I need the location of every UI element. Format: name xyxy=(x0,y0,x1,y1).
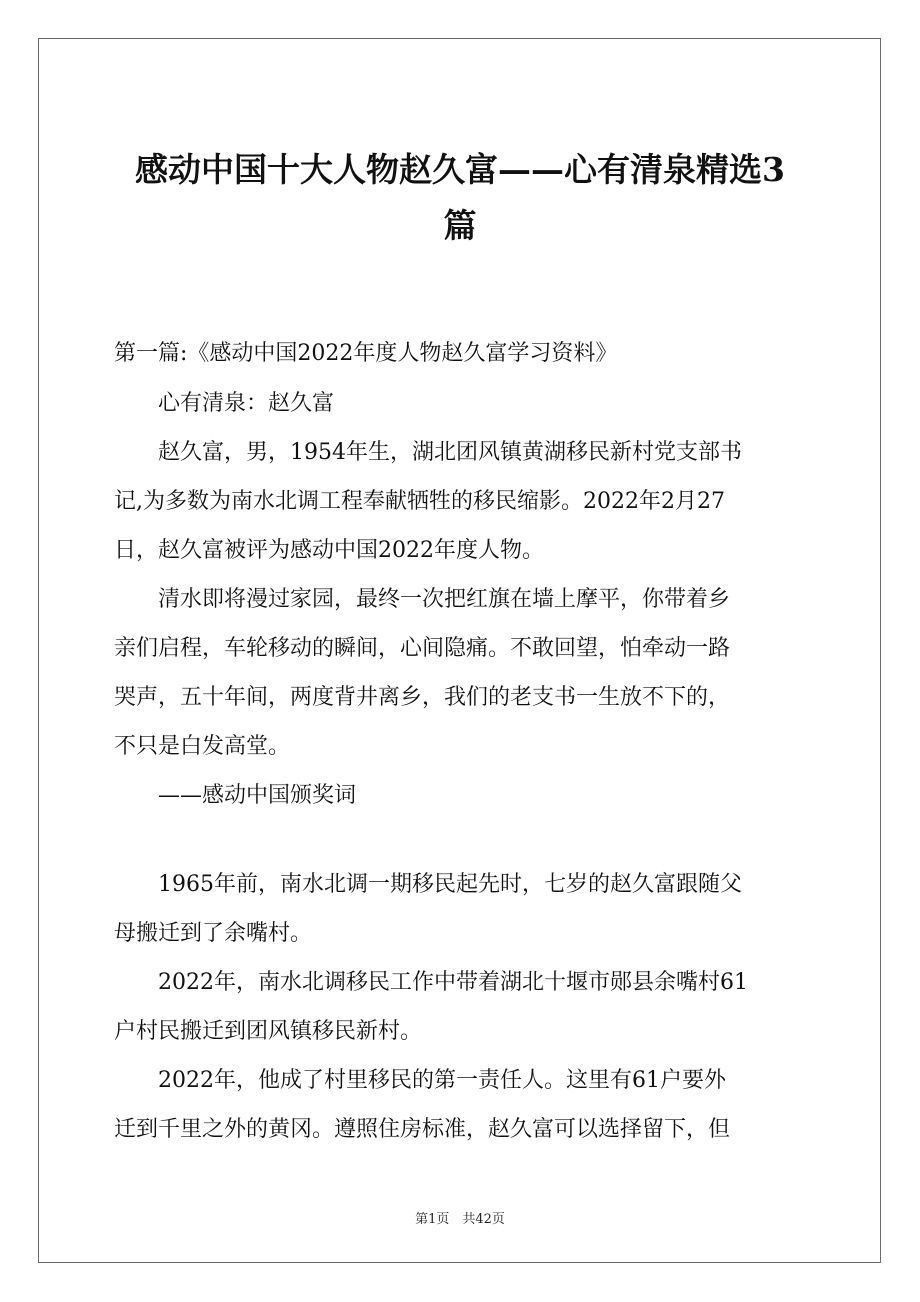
paragraph-line: 心有清泉：赵久富 xyxy=(158,391,335,416)
paragraph-line: 日，赵久富被评为感动中国2022年度人物。 xyxy=(114,538,544,563)
title-line-1: 感动中国十大人物赵久富——心有清泉精选3 xyxy=(135,150,785,189)
paragraph-line: 母搬迁到了余嘴村。 xyxy=(114,921,313,946)
paragraph-line: 亲们启程，车轮移动的瞬间，心间隐痛。不敢回望，怕牵动一路 xyxy=(114,636,731,661)
section-heading: 第一篇:《感动中国2022年度人物赵久富学习资料》 xyxy=(114,341,618,366)
paragraph-line: 2022年，南水北调移民工作中带着湖北十堰市郧县余嘴村61 xyxy=(158,970,748,995)
document-title xyxy=(100,142,820,254)
paragraph-2022-relocation xyxy=(114,958,814,1056)
paragraph-line: 1965年前，南水北调一期移民起先时，七岁的赵久富跟随父 xyxy=(158,872,742,897)
paragraph-line: 哭声，五十年间，两度背井离乡，我们的老支书一生放不下的， xyxy=(114,685,731,710)
paragraph-line: 记,为多数为南水北调工程奉献牺牲的移民缩影。2022年2月27 xyxy=(114,489,725,514)
paragraph-line: 不只是白发高堂。 xyxy=(114,734,291,759)
paragraph-line: 户村民搬迁到团风镇移民新村。 xyxy=(114,1019,423,1044)
paragraph-award-citation xyxy=(114,575,814,771)
paragraph-2022-responsibility xyxy=(114,1056,814,1154)
page-footer: 第1页 共42页 xyxy=(415,1212,505,1227)
paragraph-citation-source xyxy=(114,771,814,820)
paragraph-1965 xyxy=(114,860,814,958)
paragraph-line: 2022年，他成了村里移民的第一责任人。这里有61户要外 xyxy=(158,1068,726,1093)
paragraph-bio xyxy=(114,428,814,575)
paragraph-line: 迁到千里之外的黄冈。遵照住房标准，赵久富可以选择留下，但 xyxy=(114,1117,731,1142)
paragraph-subtitle xyxy=(114,379,814,428)
title-line-2: 篇 xyxy=(443,206,477,245)
paragraph-line: 清水即将漫过家园，最终一次把红旗在墙上摩平，你带着乡 xyxy=(158,587,731,612)
paragraph-line: ——感动中国颁奖词 xyxy=(158,783,357,808)
paragraph-line: 赵久富，男，1954年生，湖北团风镇黄湖移民新村党支部书 xyxy=(158,440,742,465)
